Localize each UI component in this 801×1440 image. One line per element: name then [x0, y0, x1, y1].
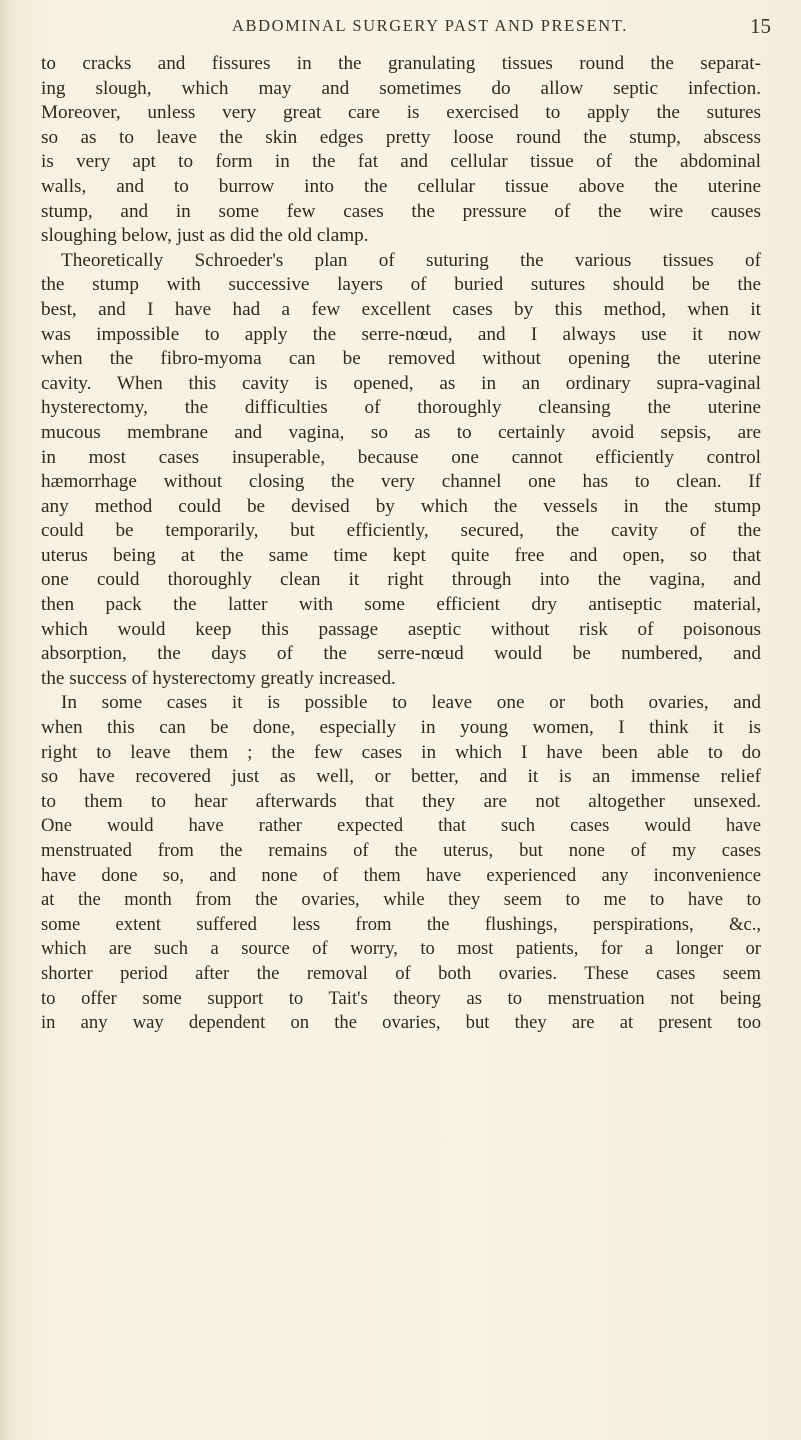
text-line: In some cases it is possible to leave one or both ovaries, and [61, 692, 761, 714]
text-line: hysterectomy, the difficulties of thoroughly cleansing the uterine [41, 397, 761, 419]
text-line: was impossible to apply the serre-nœud, and I always use it now [41, 323, 761, 345]
page-gutter-shadow [0, 0, 14, 1440]
text-line: in most cases insuperable, because one cannot efficiently control [41, 446, 761, 468]
text-line: best, and I have had a few excellent cases by this method, when it [41, 298, 761, 320]
running-head [0, 16, 801, 40]
text-line: one could thoroughly clean it right through into the vagina, and [41, 569, 761, 591]
text-line: some extent suffered less from the flushings, perspirations, &c., [41, 913, 761, 935]
text-line: which are such a source of worry, to most patients, for a longer or [41, 938, 761, 960]
text-line: Moreover, unless very great care is exercised to apply the sutures [41, 102, 761, 124]
text-line: in any way dependent on the ovaries, but they are at present too [41, 1012, 761, 1034]
text-line: uterus being at the same time kept quite free and open, so that [41, 544, 761, 566]
text-line: to them to hear afterwards that they are not altogether unsexed. [41, 790, 761, 812]
text-line: any method could be devised by which the vessels in the stump [41, 495, 761, 517]
text-line: then pack the latter with some efficient dry antiseptic material, [41, 594, 761, 616]
text-line: the stump with successive layers of buried sutures should be the [41, 274, 761, 296]
text-line: when the fibro-myoma can be removed without opening the uterine [41, 348, 761, 370]
text-line: menstruated from the remains of the uterus, but none of my cases [41, 840, 761, 861]
text-line: cavity. When this cavity is opened, as in an ordinary supra-vaginal [41, 372, 761, 394]
text-line: Theoretically Schroeder's plan of suturing the various tissues of [61, 249, 761, 271]
text-line: stump, and in some few cases the pressure of the wire causes [41, 200, 761, 222]
text-line: so as to leave the skin edges pretty loose round the stump, abscess [41, 126, 761, 148]
text-line: have done so, and none of them have experienced any inconvenience [41, 864, 761, 886]
running-title: ABDOMINAL SURGERY PAST AND PRESENT. [232, 16, 628, 35]
body-text [41, 52, 761, 1036]
page-number: 15 [750, 14, 771, 38]
text-line: shorter period after the removal of both ovaries. These cases seem [41, 962, 761, 984]
text-line: ing slough, which may and sometimes do allow septic infection. [41, 77, 761, 99]
text-line: to offer some support to Tait's theory as to menstruation not being [41, 987, 761, 1009]
text-line: which would keep this passage aseptic without risk of poisonous [41, 618, 761, 640]
text-line: at the month from the ovaries, while they seem to me to have to [41, 889, 761, 911]
text-line: hæmorrhage without closing the very channel one has to clean. If [41, 471, 761, 493]
text-line: when this can be done, especially in young women, I think it is [41, 717, 761, 739]
text-line: is very apt to form in the fat and cellular tissue of the abdominal [41, 151, 761, 173]
text-line: One would have rather expected that such cases would have [41, 815, 761, 837]
text-line: right to leave them ; the few cases in which I have been able to do [41, 741, 761, 763]
text-line: sloughing below, just as did the old clamp. [41, 225, 369, 247]
text-line: the success of hysterectomy greatly increased. [41, 667, 396, 689]
text-line: mucous membrane and vagina, so as to certainly avoid sepsis, are [41, 421, 761, 443]
text-line: could be temporarily, but efficiently, secured, the cavity of the [41, 520, 761, 542]
text-line: to cracks and fissures in the granulating tissues round the separat- [41, 53, 761, 74]
text-line: so have recovered just as well, or better, and it is an immense relief [41, 766, 761, 788]
text-line: walls, and to burrow into the cellular tissue above the uterine [41, 175, 761, 197]
text-line: absorption, the days of the serre-nœud would be numbered, and [41, 643, 761, 665]
